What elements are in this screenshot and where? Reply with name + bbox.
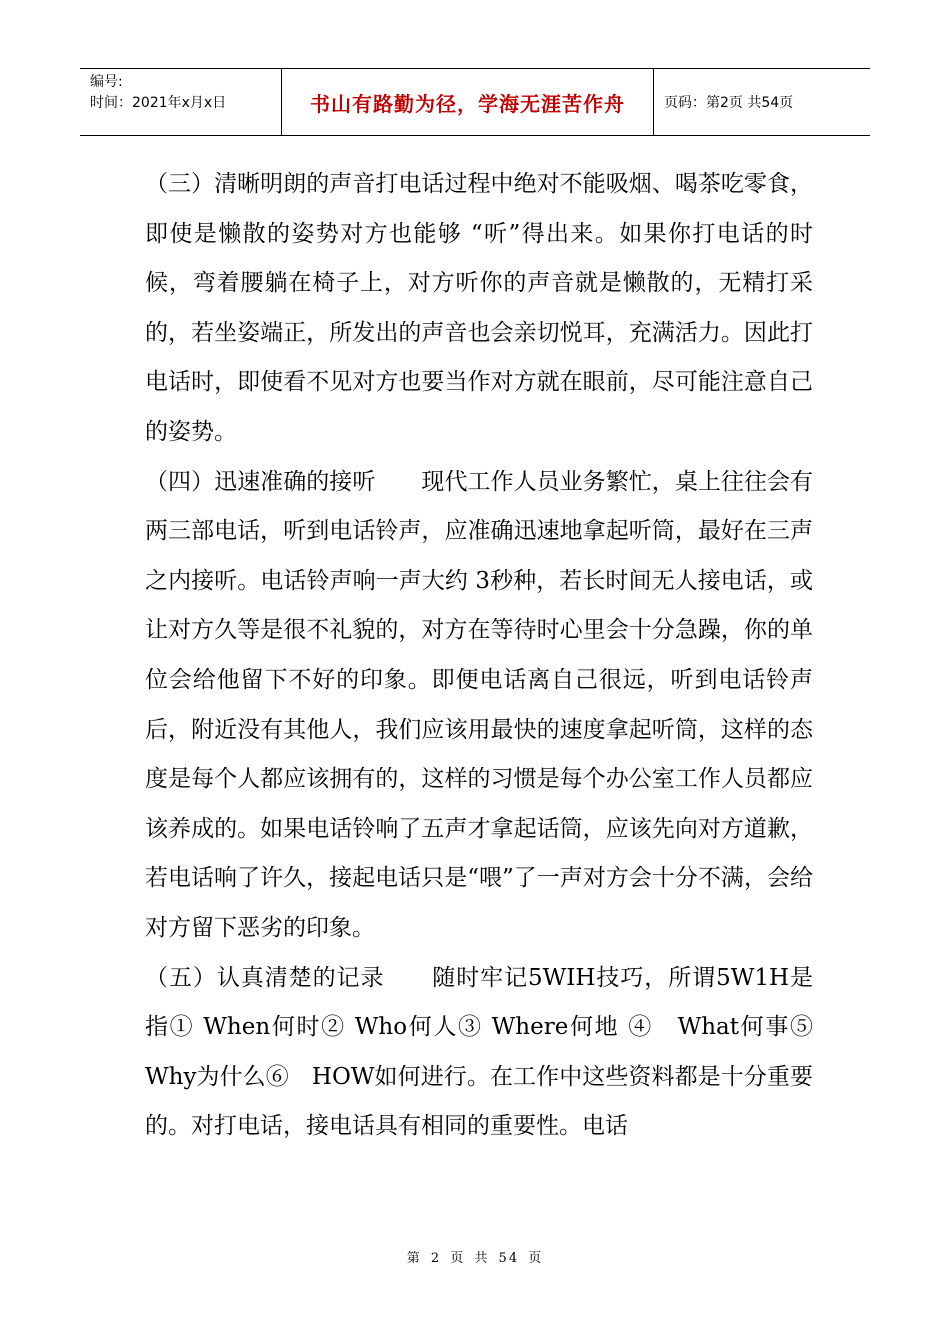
document-date-label: 时间：2021年x月x日 bbox=[90, 95, 227, 111]
paragraph-clear-voice: （三）清晰明朗的声音打电话过程中绝对不能吸烟、喝茶吃零食，即使是懒散的姿势对方也能够 “听”得出来。如果你打电话的时候，弯着腰躺在椅子上，对方听你的声音就是懒散的，无精打采的，若坐姿端正，所发出的声音也会亲切悦耳，充满活力。因此打电话时，即使看不见对方也要当作对方就在眼前，尽可能注意自己的姿势。 bbox=[145, 171, 813, 445]
header-page-number: 页码：第2页 共54页 bbox=[664, 95, 794, 111]
page-footer: 第 2 页 共 54 页 bbox=[406, 1251, 544, 1266]
paragraph-clear-record: （五）认真清楚的记录 随时牢记5WIH技巧，所谓5W1H是指① When何时② Who何人③ Where何地 ④ What何事⑤ Why为什么⑥ HOW如何进行。在工作中这些资料都是十分重要的。对打电话，接电话具有相同的重要性。电话 bbox=[145, 964, 836, 1140]
header-meta-cell bbox=[80, 69, 282, 135]
document-body bbox=[145, 160, 836, 1152]
header-slogan: 书山有路勤为径，学海无涯苦作舟 bbox=[282, 69, 654, 135]
page-header bbox=[80, 68, 870, 136]
document-number-label: 编号: bbox=[90, 74, 123, 90]
paragraph-quick-answer: （四）迅速准确的接听 现代工作人员业务繁忙，桌上往往会有两三部电话，听到电话铃声，应准确迅速地拿起听筒，最好在三声之内接听。电话铃声响一声大约 3秒种，若长时间无人接电话，或让对方久等是很不礼貌的，对方在等待时心里会十分急躁，你的单位会给他留下不好的印象。即便电话离自己很远，听到电话铃声后，附近没有其他人，我们应该用最快的速度拿起听筒，这样的态度是每个人都应该拥有的，这样的习惯是每个办公室工作人员都应该养成的。如果电话铃响了五声才拿起话筒，应该先向对方道歉，若电话响了许久，接起电话只是“喂”了一声对方会十分不满，会给对方留下恶劣的印象。 bbox=[145, 468, 813, 941]
